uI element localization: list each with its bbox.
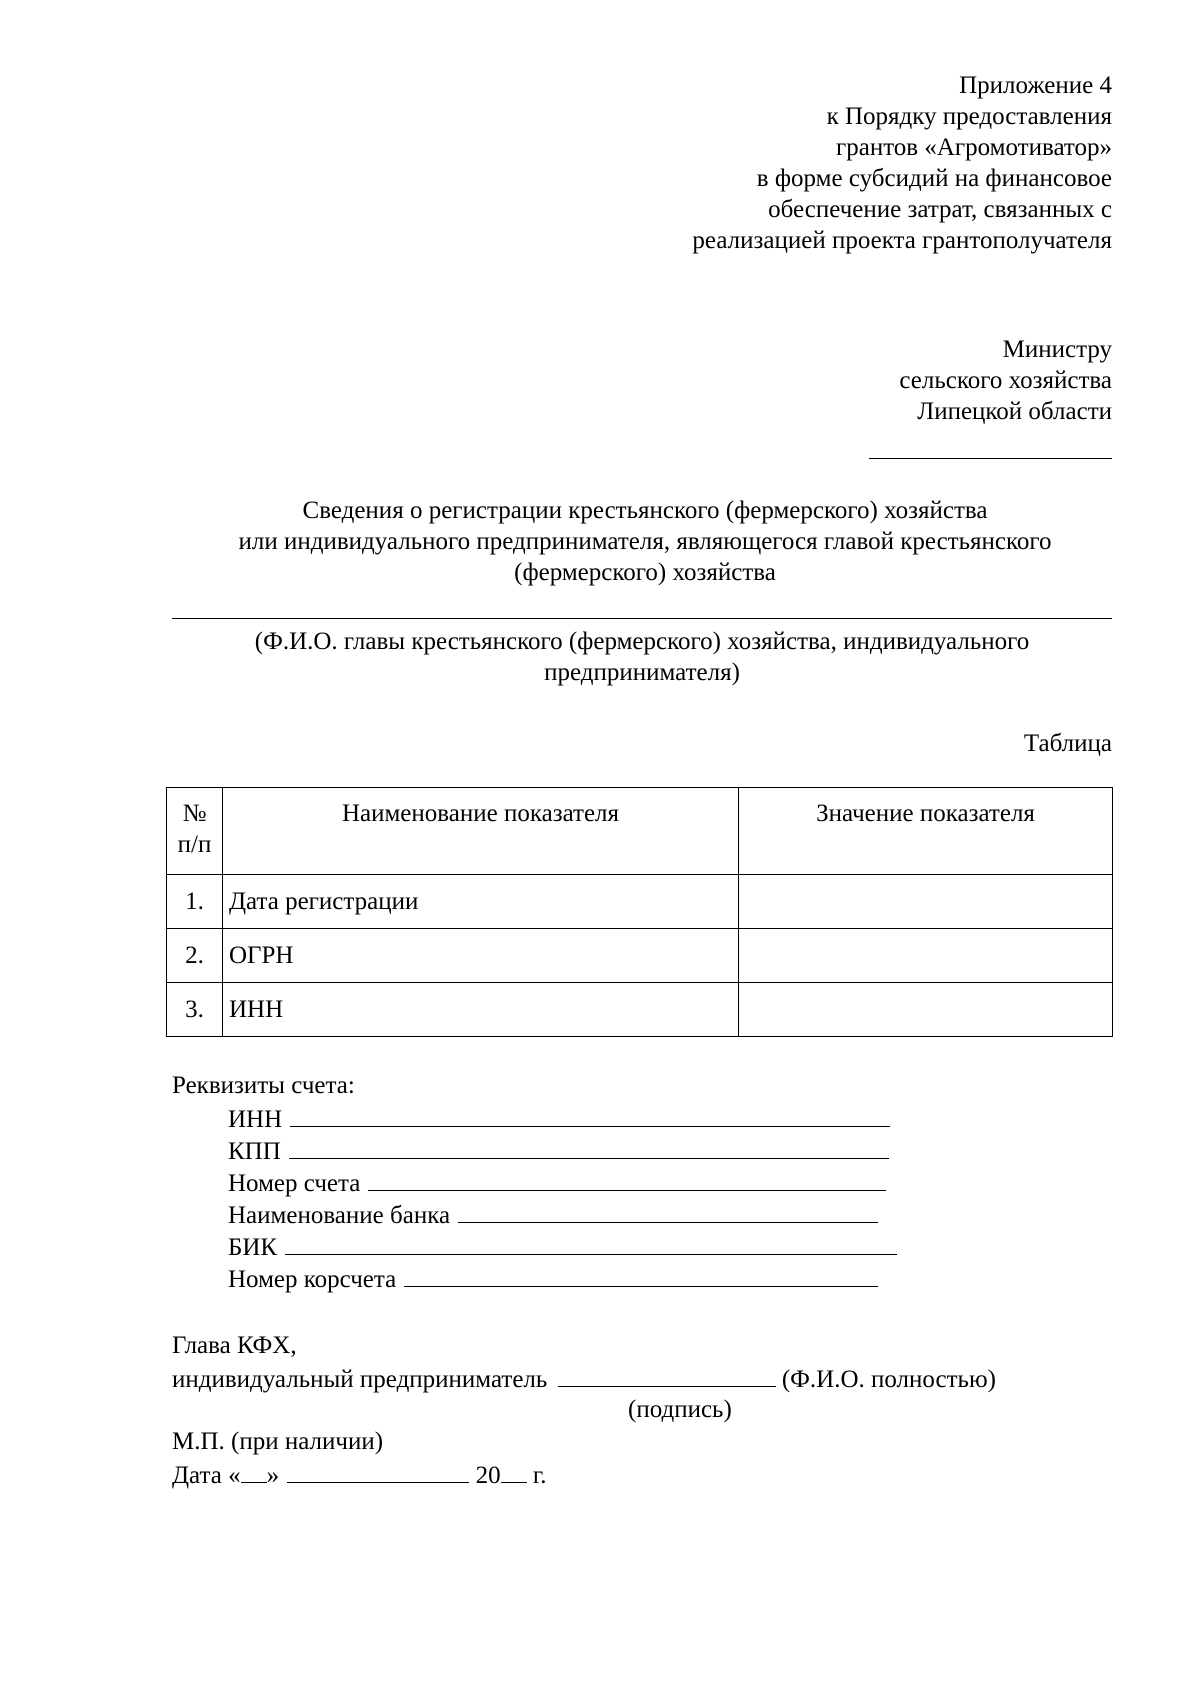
requisite-label: ИНН <box>228 1106 283 1133</box>
fio-caption <box>172 626 1112 688</box>
bik-field[interactable] <box>285 1230 897 1255</box>
row-value-cell[interactable] <box>739 875 1113 929</box>
row-name: Дата регистрации <box>223 875 739 929</box>
appendix-line: реализацией проекта грантополучателя <box>692 227 1112 254</box>
account-number-field[interactable] <box>368 1166 886 1191</box>
addressee-line: Липецкой области <box>917 398 1112 425</box>
requisite-label: БИК <box>228 1234 278 1261</box>
header-num-line1: № <box>182 800 207 827</box>
row-num: 3. <box>167 983 223 1037</box>
date-row <box>172 1458 547 1491</box>
date-month-field[interactable] <box>287 1458 469 1483</box>
row-value-cell[interactable] <box>739 983 1113 1037</box>
addressee-line: Министру <box>1002 336 1112 363</box>
row-num: 2. <box>167 929 223 983</box>
table-label: Таблица <box>1023 730 1112 757</box>
inn-field[interactable] <box>290 1102 890 1127</box>
addressee-name-field[interactable] <box>869 458 1112 459</box>
requisite-label: КПП <box>228 1138 281 1165</box>
kpp-field[interactable] <box>289 1134 889 1159</box>
date-year-prefix: 20 <box>475 1462 501 1489</box>
appendix-header <box>512 70 1112 256</box>
requisite-label: Номер корсчета <box>228 1266 397 1293</box>
signature-field[interactable] <box>558 1362 776 1387</box>
header-name: Наименование показателя <box>223 788 739 875</box>
header-num <box>167 788 223 875</box>
table-row <box>167 983 1113 1037</box>
header-value: Значение показателя <box>739 788 1113 875</box>
appendix-line: грантов «Агромотиватор» <box>835 134 1112 161</box>
title-line: или индивидуального предпринимателя, являющегося главой крестьянского <box>238 528 1052 555</box>
requisite-label: Наименование банка <box>228 1202 451 1229</box>
appendix-line: в форме субсидий на финансовое <box>756 165 1112 192</box>
header-num-line2: п/п <box>177 831 212 858</box>
requisite-kpp <box>228 1134 889 1167</box>
stamp-note: М.П. (при наличии) <box>172 1428 384 1455</box>
table-row <box>167 929 1113 983</box>
fio-field[interactable] <box>172 618 1112 619</box>
date-day-field[interactable] <box>241 1458 267 1483</box>
addressee-line: сельского хозяйства <box>899 367 1112 394</box>
document-title <box>170 495 1120 588</box>
signature-caption: (подпись) <box>628 1396 732 1423</box>
requisite-account <box>228 1166 886 1199</box>
fio-caption-line: (Ф.И.О. главы крестьянского (фермерского) хозяйства, индивидуального <box>254 628 1030 655</box>
signer-row <box>172 1362 996 1394</box>
requisite-label: Номер счета <box>228 1170 361 1197</box>
requisite-bik <box>228 1230 897 1263</box>
title-line: Сведения о регистрации крестьянского (фермерского) хозяйства <box>302 497 988 524</box>
appendix-line: к Порядку предоставления <box>826 103 1112 130</box>
date-mid: » <box>266 1462 280 1489</box>
registration-table <box>166 787 1113 1037</box>
signer-label: индивидуальный предприниматель <box>172 1366 548 1393</box>
signature-block <box>172 1330 996 1394</box>
requisite-inn <box>228 1102 890 1135</box>
requisites-title: Реквизиты счета: <box>172 1072 355 1099</box>
requisite-bank <box>228 1198 878 1231</box>
date-suffix: г. <box>532 1462 547 1489</box>
signer-title: Глава КФХ, <box>172 1332 297 1359</box>
appendix-line: обеспечение затрат, связанных с <box>768 196 1112 223</box>
date-year-field[interactable] <box>501 1458 527 1483</box>
signer-fio-hint: (Ф.И.О. полностью) <box>781 1366 996 1393</box>
table-row <box>167 875 1113 929</box>
row-name: ОГРН <box>223 929 739 983</box>
row-num: 1. <box>167 875 223 929</box>
bank-name-field[interactable] <box>458 1198 878 1223</box>
fio-caption-line: предпринимателя) <box>544 659 740 686</box>
corr-account-field[interactable] <box>404 1262 878 1287</box>
addressee-block <box>712 334 1112 427</box>
row-name: ИНН <box>223 983 739 1037</box>
date-prefix: Дата « <box>172 1462 241 1489</box>
title-line: (фермерского) хозяйства <box>514 559 776 586</box>
appendix-line: Приложение 4 <box>959 72 1112 99</box>
requisite-corr-account <box>228 1262 878 1295</box>
row-value-cell[interactable] <box>739 929 1113 983</box>
table-header-row <box>167 788 1113 875</box>
